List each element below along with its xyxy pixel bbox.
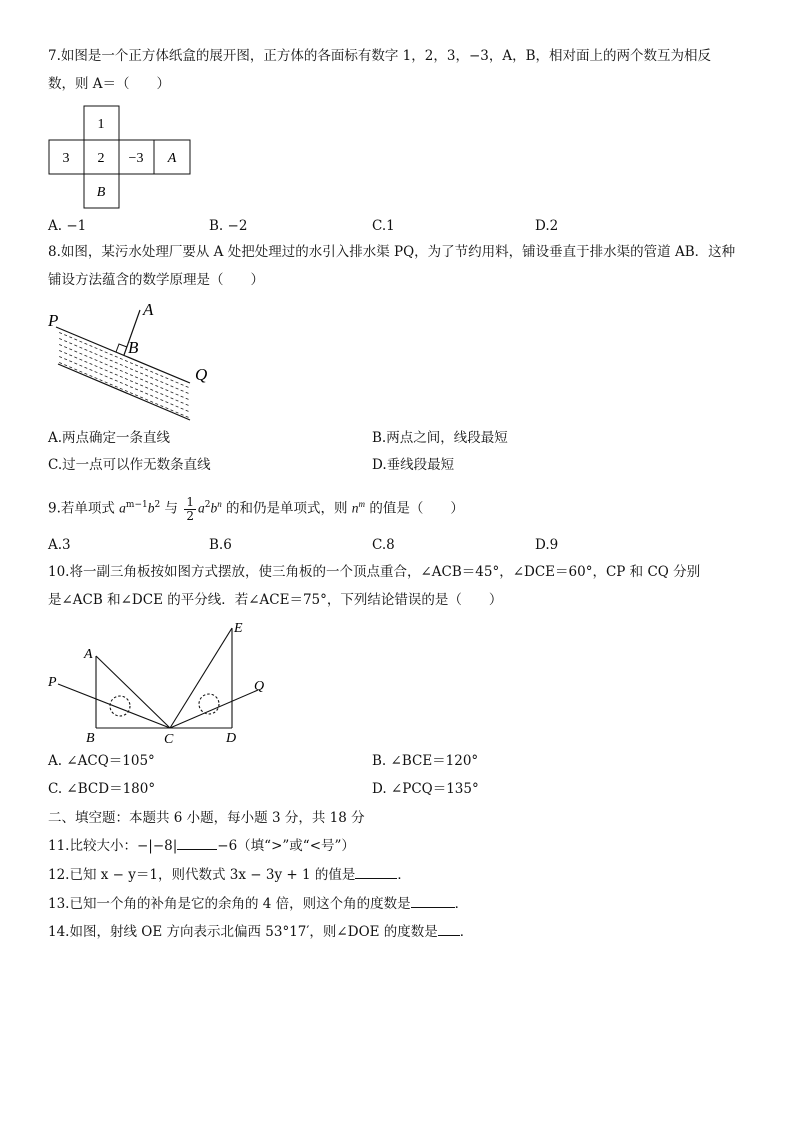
fig10-label-Q: Q bbox=[254, 679, 265, 694]
q10-option-d[interactable]: D. ∠PCQ＝135° bbox=[372, 781, 479, 797]
q7-option-b[interactable]: B. −2 bbox=[209, 218, 248, 234]
q10-option-b[interactable]: B. ∠BCE＝120° bbox=[372, 753, 479, 769]
q9-stem: 9.若单项式 $a^{m-1}b^2$ 与 $\frac{1}{2}$ $a^2b^n$ 的和仍是单项式，则 $n^m$ 的值是（ ） bbox=[48, 494, 464, 523]
q7-option-a[interactable]: A. −1 bbox=[48, 218, 87, 234]
net-cell-3: 3 bbox=[62, 151, 70, 166]
fig10-label-B: B bbox=[86, 731, 95, 746]
fig10-label-P: P bbox=[48, 675, 57, 690]
fig10-label-E: E bbox=[234, 621, 243, 636]
q10-stem-line1: 10.将一副三角板按如图方式摆放，使三角板的一个顶点重合，∠ACB＝45°，∠DCE＝60°，CP 和 CQ 分别 bbox=[48, 564, 701, 580]
q11-answer-blank[interactable] bbox=[177, 835, 217, 850]
q12-answer-blank[interactable] bbox=[355, 864, 397, 879]
net-cell-1: 1 bbox=[97, 117, 105, 132]
q7-option-c[interactable]: C.1 bbox=[372, 218, 395, 234]
q8-option-b[interactable]: B.两点之间，线段最短 bbox=[372, 430, 508, 446]
q8-option-c[interactable]: C.过一点可以作无数条直线 bbox=[48, 457, 211, 473]
section2-heading: 二、填空题：本题共 6 小题，每小题 3 分，共 18 分 bbox=[48, 810, 365, 826]
cube-net-figure bbox=[48, 104, 193, 210]
q13-stem: 13.已知一个角的补角是它的余角的 4 倍，则这个角的度数是 ． bbox=[48, 893, 468, 914]
q9-option-d[interactable]: D.9 bbox=[535, 537, 559, 553]
fig10-label-A: A bbox=[84, 647, 93, 662]
q8-option-a[interactable]: A.两点确定一条直线 bbox=[48, 430, 171, 446]
q10-option-a[interactable]: A. ∠ACQ＝105° bbox=[48, 753, 155, 769]
fig8-label-P: P bbox=[48, 311, 59, 330]
q14-answer-blank[interactable] bbox=[438, 921, 460, 936]
net-cell-B: B bbox=[96, 185, 106, 200]
q13-answer-blank[interactable] bbox=[411, 893, 455, 908]
q11-stem: 11.比较大小：−|−8| −6（填“>”或“<号”） bbox=[48, 835, 355, 856]
q7-stem-line1: 7.如图是一个正方体纸盒的展开图，正方体的各面标有数字 1，2，3，−3，A，B，相对面上的两个数互为相反 bbox=[48, 48, 712, 64]
net-cell-neg3: −3 bbox=[128, 151, 144, 166]
q8-stem-line1: 8.如图，某污水处理厂要从 A 处把处理过的水引入排水渠 PQ，为了节约用料，铺设垂直于排水渠的管道 AB．这种 bbox=[48, 244, 736, 260]
q9-option-c[interactable]: C.8 bbox=[372, 537, 395, 553]
q7-stem-line2: 数，则 A＝（ ） bbox=[48, 76, 171, 92]
fig10-label-D: D bbox=[226, 731, 237, 746]
fig10-label-C: C bbox=[164, 732, 174, 747]
q9-fraction: $\frac{1}{2}$ bbox=[186, 494, 194, 523]
fig8-label-A: A bbox=[143, 300, 154, 319]
q10-option-c[interactable]: C. ∠BCD＝180° bbox=[48, 781, 156, 797]
triangle-boards-figure bbox=[44, 616, 284, 748]
q8-option-d[interactable]: D.垂线段最短 bbox=[372, 457, 455, 473]
net-cell-A: A bbox=[167, 151, 177, 166]
fig8-label-Q: Q bbox=[195, 365, 208, 384]
q12-stem: 12.已知 x − y＝1，则代数式 3x − 3y + 1 的值是 ． bbox=[48, 864, 411, 885]
fig8-label-B: B bbox=[128, 338, 139, 357]
q9-option-a[interactable]: A.3 bbox=[48, 537, 71, 553]
q14-stem: 14.如图，射线 OE 方向表示北偏西 53°17′，则∠DOE 的度数是 ． bbox=[48, 921, 473, 942]
drainage-canal-figure bbox=[44, 296, 224, 424]
net-cell-2: 2 bbox=[97, 151, 105, 166]
q10-stem-line2: 是∠ACB 和∠DCE 的平分线．若∠ACE＝75°，下列结论错误的是（ ） bbox=[48, 592, 503, 608]
q9-option-b[interactable]: B.6 bbox=[209, 537, 232, 553]
q7-option-d[interactable]: D.2 bbox=[535, 218, 559, 234]
q8-stem-line2: 铺设方法蕴含的数学原理是（ ） bbox=[48, 272, 264, 288]
